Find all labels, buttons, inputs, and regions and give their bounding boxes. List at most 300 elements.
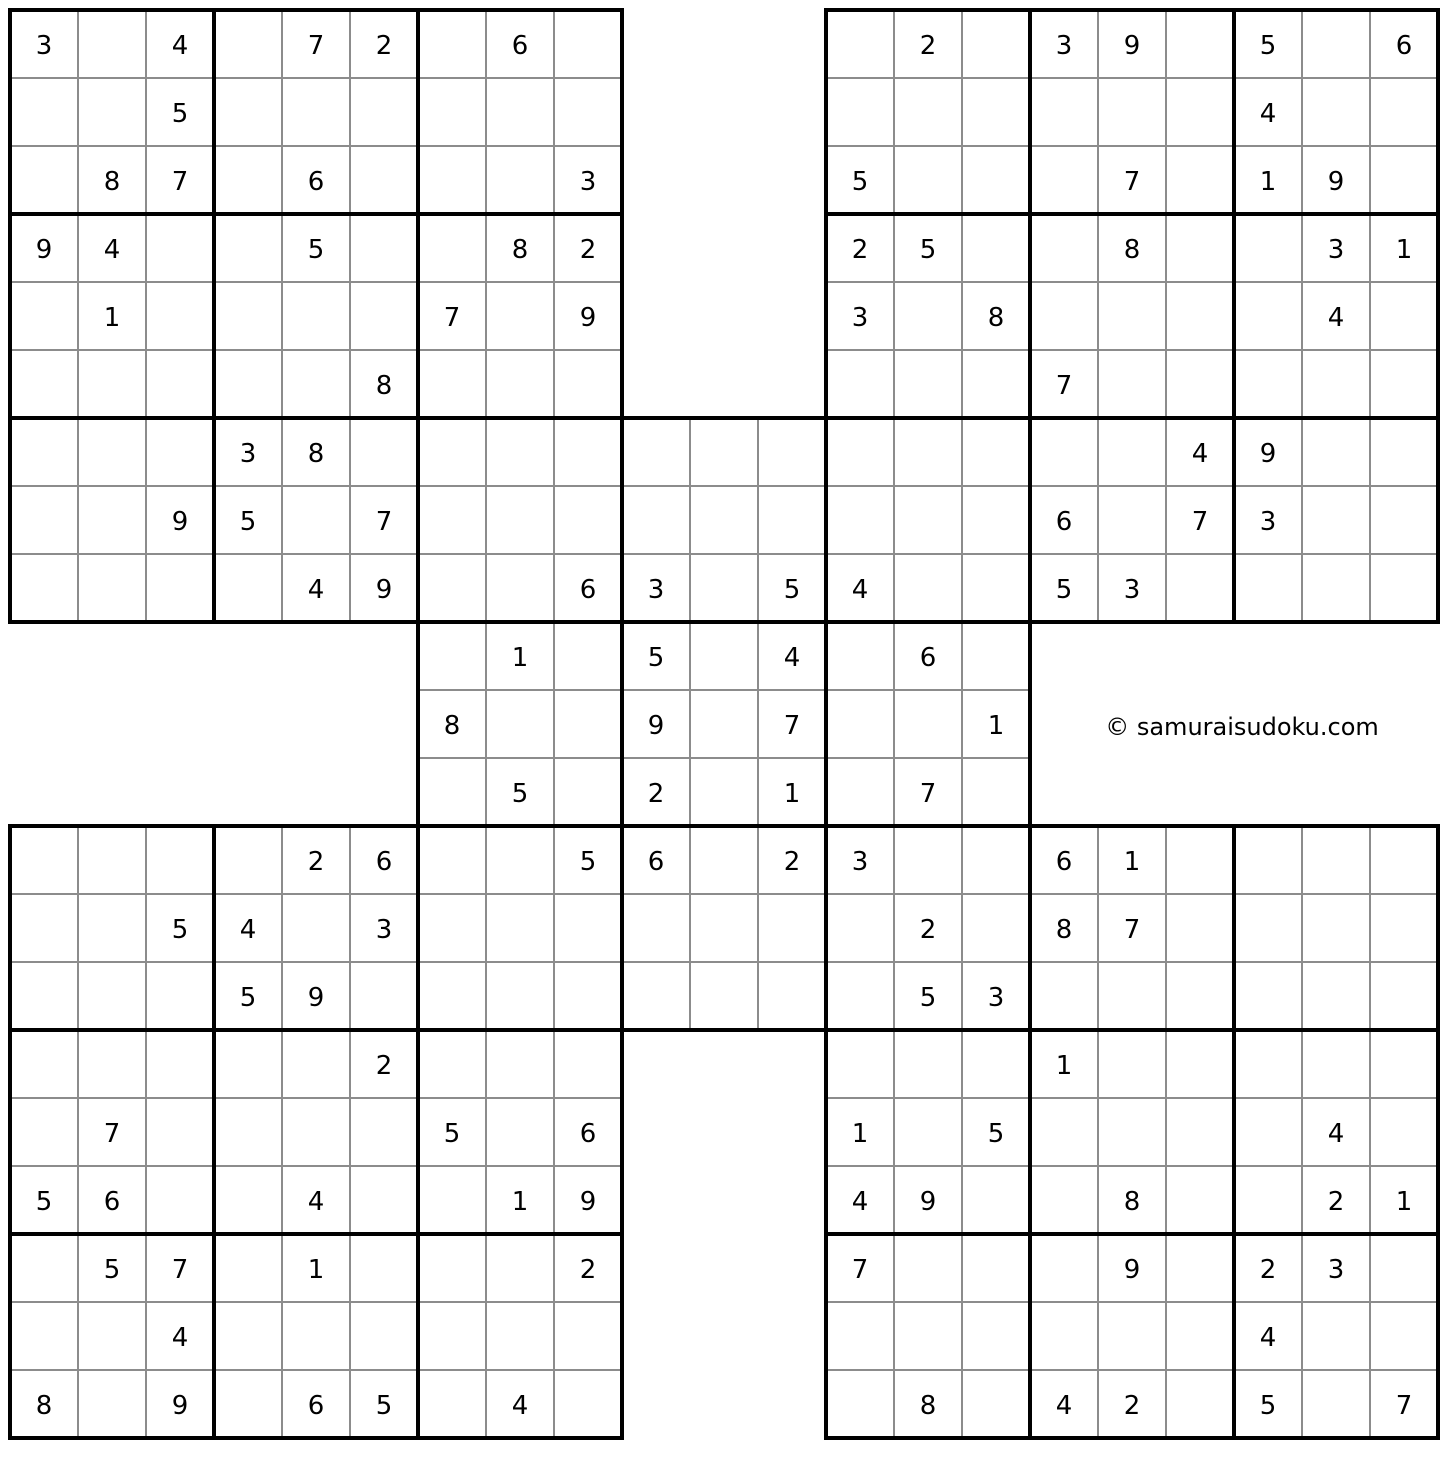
sudoku-cell[interactable]	[146, 350, 214, 418]
sudoku-cell[interactable]	[962, 418, 1030, 486]
given-digit: 9	[1123, 1255, 1141, 1285]
sudoku-cell[interactable]	[486, 418, 554, 486]
given-digit: 8	[103, 167, 121, 197]
sudoku-cell[interactable]	[1030, 214, 1098, 282]
sudoku-cell[interactable]	[1370, 78, 1438, 146]
given-digit: 2	[579, 1255, 597, 1285]
sudoku-cell[interactable]	[282, 1302, 350, 1370]
given-digit: 5	[35, 1187, 53, 1217]
sudoku-cell[interactable]	[554, 622, 622, 690]
given-digit: 2	[783, 847, 801, 877]
sudoku-cell[interactable]	[10, 894, 78, 962]
sudoku-cell[interactable]	[826, 1030, 894, 1098]
sudoku-cell[interactable]	[554, 350, 622, 418]
given-digit: 1	[1259, 167, 1277, 197]
sudoku-cell[interactable]	[486, 1302, 554, 1370]
sudoku-cell[interactable]	[486, 554, 554, 622]
sudoku-cell[interactable]	[10, 486, 78, 554]
sudoku-cell[interactable]	[690, 418, 758, 486]
sudoku-cell[interactable]	[1166, 1166, 1234, 1234]
sudoku-cell[interactable]	[1166, 282, 1234, 350]
given-digit: 8	[307, 439, 325, 469]
given-digit: 5	[987, 1119, 1005, 1149]
sudoku-cell[interactable]	[894, 1098, 962, 1166]
sudoku-cell[interactable]	[1302, 78, 1370, 146]
sudoku-cell[interactable]	[1370, 1234, 1438, 1302]
sudoku-cell[interactable]	[962, 894, 1030, 962]
sudoku-cell[interactable]	[214, 1370, 282, 1438]
sudoku-cell[interactable]	[894, 146, 962, 214]
sudoku-cell[interactable]	[1166, 894, 1234, 962]
sudoku-cell[interactable]	[826, 78, 894, 146]
sudoku-cell[interactable]	[1098, 1098, 1166, 1166]
sudoku-cell[interactable]	[690, 622, 758, 690]
sudoku-cell[interactable]	[1030, 1166, 1098, 1234]
sudoku-cell[interactable]	[1030, 78, 1098, 146]
sudoku-cell[interactable]	[486, 1234, 554, 1302]
sudoku-cell[interactable]	[214, 1302, 282, 1370]
sudoku-cell[interactable]	[1234, 214, 1302, 282]
sudoku-cell[interactable]	[418, 1234, 486, 1302]
sudoku-cell[interactable]	[418, 78, 486, 146]
sudoku-cell[interactable]	[146, 1166, 214, 1234]
sudoku-cell[interactable]	[554, 1302, 622, 1370]
sudoku-cell[interactable]	[962, 486, 1030, 554]
sudoku-cell[interactable]	[1302, 554, 1370, 622]
sudoku-cell[interactable]	[146, 418, 214, 486]
sudoku-cell[interactable]	[1234, 826, 1302, 894]
sudoku-cell[interactable]	[554, 418, 622, 486]
sudoku-cell[interactable]	[962, 214, 1030, 282]
sudoku-cell[interactable]	[1098, 1302, 1166, 1370]
sudoku-cell[interactable]	[1166, 10, 1234, 78]
sudoku-cell[interactable]	[1370, 1098, 1438, 1166]
sudoku-cell[interactable]	[10, 962, 78, 1030]
sudoku-cell[interactable]	[418, 1302, 486, 1370]
sudoku-cell[interactable]	[1302, 350, 1370, 418]
sudoku-cell[interactable]	[826, 1370, 894, 1438]
sudoku-cell[interactable]	[1166, 350, 1234, 418]
given-digit: 2	[919, 31, 937, 61]
sudoku-cell[interactable]	[282, 1030, 350, 1098]
sudoku-cell[interactable]	[554, 486, 622, 554]
sudoku-cell[interactable]	[758, 894, 826, 962]
given-digit: 6	[647, 847, 665, 877]
sudoku-cell[interactable]	[1302, 1030, 1370, 1098]
sudoku-cell[interactable]	[1098, 282, 1166, 350]
sudoku-cell[interactable]	[418, 486, 486, 554]
sudoku-cell[interactable]	[826, 894, 894, 962]
sudoku-cell[interactable]	[690, 894, 758, 962]
sudoku-cell[interactable]	[1030, 146, 1098, 214]
given-digit: 7	[1191, 507, 1209, 537]
sudoku-cell[interactable]	[554, 894, 622, 962]
given-digit: 4	[171, 1323, 189, 1353]
sudoku-cell[interactable]	[78, 962, 146, 1030]
sudoku-cell[interactable]	[418, 350, 486, 418]
given-digit: 5	[103, 1255, 121, 1285]
sudoku-cell[interactable]	[10, 1098, 78, 1166]
sudoku-cell[interactable]	[78, 826, 146, 894]
sudoku-cell[interactable]	[1166, 1370, 1234, 1438]
sudoku-cell[interactable]	[690, 486, 758, 554]
sudoku-cell[interactable]	[418, 1166, 486, 1234]
sudoku-cell[interactable]	[282, 78, 350, 146]
sudoku-cell[interactable]	[1098, 486, 1166, 554]
given-digit: 9	[647, 711, 665, 741]
sudoku-cell[interactable]	[214, 146, 282, 214]
given-digit: 7	[1123, 915, 1141, 945]
given-digit: 4	[1259, 99, 1277, 129]
sudoku-cell[interactable]	[1234, 894, 1302, 962]
sudoku-cell[interactable]	[826, 418, 894, 486]
sudoku-cell[interactable]	[418, 826, 486, 894]
sudoku-cell[interactable]	[78, 1370, 146, 1438]
sudoku-cell[interactable]	[146, 282, 214, 350]
sudoku-cell[interactable]	[1166, 1098, 1234, 1166]
sudoku-cell[interactable]	[758, 486, 826, 554]
sudoku-cell[interactable]	[962, 1234, 1030, 1302]
sudoku-cell[interactable]	[1098, 962, 1166, 1030]
given-digit: 6	[1055, 847, 1073, 877]
sudoku-cell[interactable]	[1030, 282, 1098, 350]
sudoku-cell[interactable]	[10, 78, 78, 146]
given-digit: 2	[307, 847, 325, 877]
sudoku-cell[interactable]	[1370, 1030, 1438, 1098]
given-digit: 8	[511, 235, 529, 265]
sudoku-cell[interactable]	[10, 146, 78, 214]
sudoku-cell[interactable]	[486, 962, 554, 1030]
sudoku-cell[interactable]	[214, 78, 282, 146]
sudoku-cell[interactable]	[418, 214, 486, 282]
sudoku-cell[interactable]	[10, 826, 78, 894]
sudoku-cell[interactable]	[146, 1030, 214, 1098]
sudoku-cell[interactable]	[418, 962, 486, 1030]
sudoku-cell[interactable]	[418, 146, 486, 214]
sudoku-cell[interactable]	[1098, 350, 1166, 418]
given-digit: 9	[579, 1187, 597, 1217]
sudoku-cell[interactable]	[962, 758, 1030, 826]
sudoku-cell[interactable]	[486, 78, 554, 146]
sudoku-cell[interactable]	[1166, 1030, 1234, 1098]
sudoku-cell[interactable]	[1370, 350, 1438, 418]
sudoku-cell[interactable]	[554, 758, 622, 826]
sudoku-cell[interactable]	[962, 622, 1030, 690]
sudoku-cell[interactable]	[10, 554, 78, 622]
given-digit: 1	[103, 303, 121, 333]
sudoku-cell[interactable]	[146, 826, 214, 894]
given-digit: 6	[1395, 31, 1413, 61]
sudoku-cell[interactable]	[78, 78, 146, 146]
sudoku-cell[interactable]	[1370, 282, 1438, 350]
sudoku-cell[interactable]	[10, 282, 78, 350]
sudoku-cell[interactable]	[1370, 486, 1438, 554]
sudoku-cell[interactable]	[1030, 1098, 1098, 1166]
sudoku-cell[interactable]	[826, 350, 894, 418]
sudoku-cell[interactable]	[690, 758, 758, 826]
sudoku-cell[interactable]	[282, 1098, 350, 1166]
sudoku-cell[interactable]	[350, 962, 418, 1030]
given-digit: 1	[511, 643, 529, 673]
sudoku-cell[interactable]	[486, 690, 554, 758]
sudoku-cell[interactable]	[418, 10, 486, 78]
sudoku-cell[interactable]	[758, 418, 826, 486]
sudoku-cell[interactable]	[1370, 554, 1438, 622]
sudoku-cell[interactable]	[894, 350, 962, 418]
sudoku-cell[interactable]	[282, 350, 350, 418]
sudoku-cell[interactable]	[350, 418, 418, 486]
given-digit: 9	[35, 235, 53, 265]
sudoku-cell[interactable]	[282, 894, 350, 962]
given-digit: 5	[171, 915, 189, 945]
sudoku-cell[interactable]	[1166, 78, 1234, 146]
sudoku-cell[interactable]	[826, 690, 894, 758]
given-digit: 9	[1327, 167, 1345, 197]
sudoku-cell[interactable]	[826, 758, 894, 826]
sudoku-cell[interactable]	[214, 214, 282, 282]
given-digit: 3	[1259, 507, 1277, 537]
given-digit: 5	[1259, 1391, 1277, 1421]
sudoku-cell[interactable]	[486, 1030, 554, 1098]
sudoku-cell[interactable]	[486, 826, 554, 894]
sudoku-cell[interactable]	[894, 690, 962, 758]
sudoku-cell[interactable]	[418, 418, 486, 486]
sudoku-cell[interactable]	[10, 1302, 78, 1370]
sudoku-cell[interactable]	[622, 894, 690, 962]
sudoku-cell[interactable]	[1234, 282, 1302, 350]
sudoku-cell[interactable]	[214, 282, 282, 350]
given-digit: 6	[579, 575, 597, 605]
sudoku-cell[interactable]	[1098, 1030, 1166, 1098]
sudoku-cell[interactable]	[1370, 826, 1438, 894]
sudoku-cell[interactable]	[826, 1302, 894, 1370]
sudoku-cell[interactable]	[350, 78, 418, 146]
sudoku-cell[interactable]	[1098, 78, 1166, 146]
sudoku-cell[interactable]	[826, 962, 894, 1030]
sudoku-cell[interactable]	[1166, 214, 1234, 282]
sudoku-cell[interactable]	[690, 554, 758, 622]
sudoku-cell[interactable]	[554, 962, 622, 1030]
sudoku-cell[interactable]	[350, 146, 418, 214]
sudoku-cell[interactable]	[554, 78, 622, 146]
sudoku-cell[interactable]	[826, 622, 894, 690]
sudoku-cell[interactable]	[1234, 1166, 1302, 1234]
sudoku-cell[interactable]	[1166, 1302, 1234, 1370]
given-digit: 1	[783, 779, 801, 809]
sudoku-cell[interactable]	[1302, 418, 1370, 486]
sudoku-cell[interactable]	[1302, 486, 1370, 554]
sudoku-cell[interactable]	[1098, 418, 1166, 486]
given-digit: 8	[35, 1391, 53, 1421]
sudoku-cell[interactable]	[1234, 1030, 1302, 1098]
sudoku-cell[interactable]	[1370, 1302, 1438, 1370]
sudoku-cell[interactable]	[146, 214, 214, 282]
sudoku-cell[interactable]	[1030, 418, 1098, 486]
sudoku-cell[interactable]	[962, 350, 1030, 418]
sudoku-cell[interactable]	[1370, 418, 1438, 486]
sudoku-cell[interactable]	[10, 1030, 78, 1098]
sudoku-cell[interactable]	[1166, 826, 1234, 894]
sudoku-cell[interactable]	[1234, 350, 1302, 418]
sudoku-cell[interactable]	[1166, 554, 1234, 622]
sudoku-cell[interactable]	[962, 1370, 1030, 1438]
sudoku-cell[interactable]	[1302, 962, 1370, 1030]
sudoku-cell[interactable]	[350, 1302, 418, 1370]
sudoku-cell[interactable]	[486, 894, 554, 962]
sudoku-cell[interactable]	[214, 826, 282, 894]
sudoku-cell[interactable]	[962, 78, 1030, 146]
sudoku-cell[interactable]	[350, 1166, 418, 1234]
sudoku-cell[interactable]	[826, 486, 894, 554]
sudoku-cell[interactable]	[214, 1234, 282, 1302]
sudoku-cell[interactable]	[214, 1030, 282, 1098]
sudoku-cell[interactable]	[554, 690, 622, 758]
sudoku-cell[interactable]	[1302, 1370, 1370, 1438]
sudoku-cell[interactable]	[350, 282, 418, 350]
sudoku-cell[interactable]	[78, 418, 146, 486]
sudoku-cell[interactable]	[962, 1166, 1030, 1234]
sudoku-cell[interactable]	[554, 10, 622, 78]
sudoku-cell[interactable]	[214, 1098, 282, 1166]
sudoku-cell[interactable]	[758, 962, 826, 1030]
sudoku-cell[interactable]	[554, 1030, 622, 1098]
given-digit: 2	[647, 779, 665, 809]
sudoku-cell[interactable]	[554, 1370, 622, 1438]
sudoku-cell[interactable]	[894, 418, 962, 486]
sudoku-cell[interactable]	[486, 1098, 554, 1166]
given-digit: 3	[375, 915, 393, 945]
sudoku-cell[interactable]	[78, 1030, 146, 1098]
sudoku-cell[interactable]	[962, 146, 1030, 214]
given-digit: 1	[851, 1119, 869, 1149]
sudoku-cell[interactable]	[1166, 146, 1234, 214]
sudoku-cell[interactable]	[894, 554, 962, 622]
given-digit: 4	[1191, 439, 1209, 469]
sudoku-cell[interactable]	[214, 554, 282, 622]
sudoku-cell[interactable]	[1302, 826, 1370, 894]
given-digit: 5	[919, 983, 937, 1013]
sudoku-cell[interactable]	[418, 1370, 486, 1438]
sudoku-cell[interactable]	[826, 10, 894, 78]
sudoku-cell[interactable]	[1030, 1302, 1098, 1370]
sudoku-cell[interactable]	[894, 1302, 962, 1370]
sudoku-cell[interactable]	[962, 10, 1030, 78]
sudoku-cell[interactable]	[418, 1030, 486, 1098]
sudoku-cell[interactable]	[486, 350, 554, 418]
sudoku-cell[interactable]	[690, 826, 758, 894]
sudoku-cell[interactable]	[894, 1030, 962, 1098]
given-digit: 4	[1327, 303, 1345, 333]
sudoku-cell[interactable]	[962, 554, 1030, 622]
sudoku-cell[interactable]	[894, 1234, 962, 1302]
given-digit: 4	[1259, 1323, 1277, 1353]
sudoku-cell[interactable]	[10, 350, 78, 418]
sudoku-cell[interactable]	[622, 486, 690, 554]
sudoku-cell[interactable]	[78, 486, 146, 554]
sudoku-cell[interactable]	[10, 1234, 78, 1302]
given-digit: 7	[171, 1255, 189, 1285]
sudoku-cell[interactable]	[1370, 894, 1438, 962]
sudoku-cell[interactable]	[894, 78, 962, 146]
sudoku-cell[interactable]	[894, 486, 962, 554]
sudoku-cell[interactable]	[1302, 10, 1370, 78]
given-digit: 2	[1327, 1187, 1345, 1217]
sudoku-cell[interactable]	[146, 1098, 214, 1166]
sudoku-cell[interactable]	[78, 1302, 146, 1370]
sudoku-cell[interactable]	[894, 282, 962, 350]
sudoku-cell[interactable]	[78, 894, 146, 962]
given-digit: 4	[851, 1187, 869, 1217]
sudoku-cell[interactable]	[418, 758, 486, 826]
sudoku-cell[interactable]	[146, 554, 214, 622]
sudoku-cell[interactable]	[1370, 146, 1438, 214]
sudoku-cell[interactable]	[1030, 962, 1098, 1030]
given-digit: 5	[919, 235, 937, 265]
sudoku-cell[interactable]	[418, 554, 486, 622]
given-digit: 6	[579, 1119, 597, 1149]
sudoku-cell[interactable]	[1302, 1302, 1370, 1370]
sudoku-cell[interactable]	[1166, 962, 1234, 1030]
sudoku-cell[interactable]	[486, 282, 554, 350]
given-digit: 7	[307, 31, 325, 61]
given-digit: 5	[239, 983, 257, 1013]
given-digit: 4	[511, 1391, 529, 1421]
sudoku-cell[interactable]	[1234, 554, 1302, 622]
sudoku-cell[interactable]	[690, 962, 758, 1030]
sudoku-cell[interactable]	[1370, 962, 1438, 1030]
sudoku-cell[interactable]	[1234, 962, 1302, 1030]
sudoku-cell[interactable]	[962, 1030, 1030, 1098]
given-digit: 4	[307, 575, 325, 605]
sudoku-cell[interactable]	[962, 1302, 1030, 1370]
sudoku-cell[interactable]	[1302, 894, 1370, 962]
copyright-notice[interactable]: © samuraisudoku.com	[1105, 713, 1379, 741]
given-digit: 2	[1123, 1391, 1141, 1421]
sudoku-cell[interactable]	[282, 282, 350, 350]
sudoku-cell[interactable]	[350, 214, 418, 282]
sudoku-cell[interactable]	[486, 146, 554, 214]
given-digit: 8	[1055, 915, 1073, 945]
sudoku-cell[interactable]	[214, 350, 282, 418]
sudoku-cell[interactable]	[622, 962, 690, 1030]
given-digit: 9	[579, 303, 597, 333]
given-digit: 7	[783, 711, 801, 741]
sudoku-cell[interactable]	[1030, 1234, 1098, 1302]
sudoku-cell[interactable]	[78, 10, 146, 78]
sudoku-cell[interactable]	[622, 418, 690, 486]
sudoku-cell[interactable]	[1166, 1234, 1234, 1302]
given-digit: 4	[783, 643, 801, 673]
sudoku-cell[interactable]	[418, 894, 486, 962]
sudoku-cell[interactable]	[214, 10, 282, 78]
given-digit: 5	[375, 1391, 393, 1421]
sudoku-cell[interactable]	[962, 826, 1030, 894]
sudoku-cell[interactable]	[418, 622, 486, 690]
sudoku-cell[interactable]	[350, 1098, 418, 1166]
sudoku-cell[interactable]	[10, 418, 78, 486]
sudoku-cell[interactable]	[146, 962, 214, 1030]
sudoku-cell[interactable]	[1234, 1098, 1302, 1166]
sudoku-cell[interactable]	[690, 690, 758, 758]
sudoku-cell[interactable]	[350, 1234, 418, 1302]
sudoku-cell[interactable]	[894, 826, 962, 894]
sudoku-cell[interactable]	[78, 350, 146, 418]
sudoku-cell[interactable]	[214, 1166, 282, 1234]
sudoku-cell[interactable]	[486, 486, 554, 554]
sudoku-cell[interactable]	[78, 554, 146, 622]
given-digit: 3	[239, 439, 257, 469]
sudoku-cell[interactable]	[282, 486, 350, 554]
